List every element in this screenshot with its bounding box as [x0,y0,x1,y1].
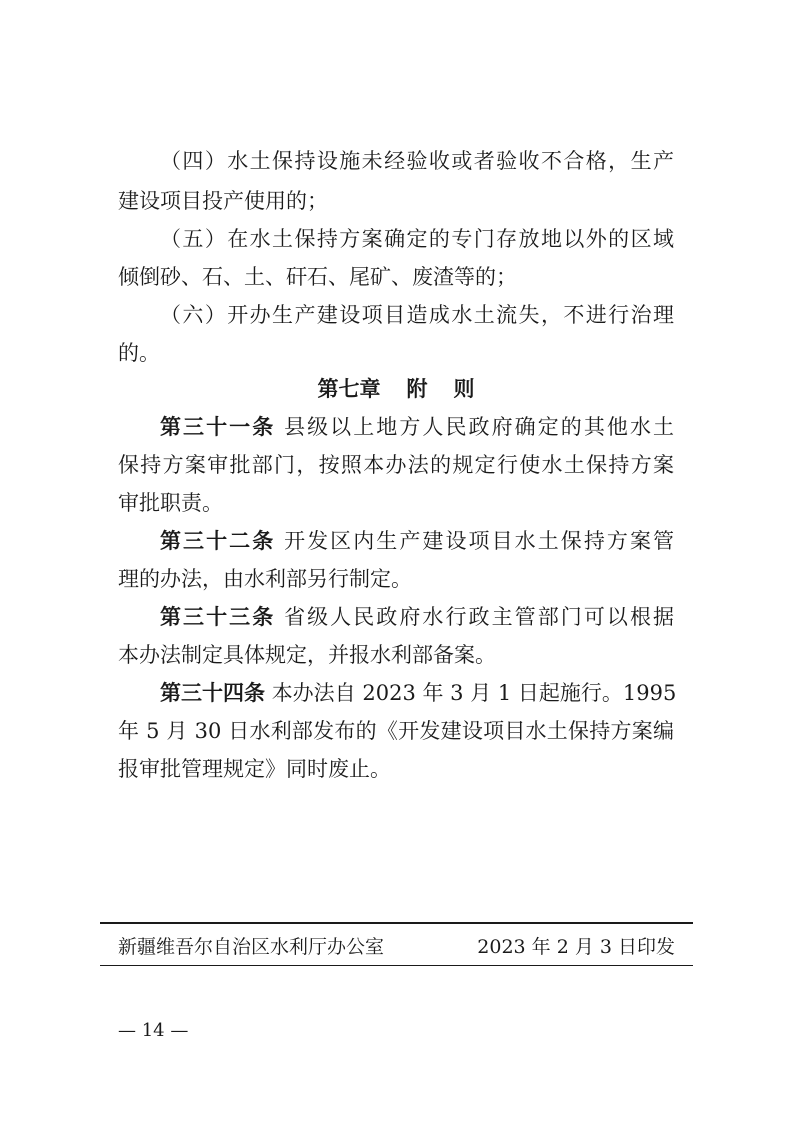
item-4-line-2: 建设项目投产使用的； [118,189,328,213]
article-31-line-3: 审批职责。 [118,491,223,515]
article-33-label: 第三十三条 [160,604,276,629]
item-6-line-2: 的。 [118,341,160,365]
article-31-line-2: 保持方案审批部门，按照本办法的规定行使水土保持方案 [118,453,674,477]
article-34-label: 第三十四条 [160,680,265,705]
article-34-line-2: 年 5 月 30 日水利部发布的《开发建设项目水土保持方案编 [118,719,674,743]
article-33-line-1 [160,602,674,632]
article-31-label: 第三十一条 [160,414,276,439]
footer-date: 2023 年 2 月 3 日印发 [477,936,675,958]
article-32-label: 第三十二条 [160,528,276,553]
chapter-title-char-2: 则 [453,376,475,401]
footer-top-rule [100,922,693,924]
article-31-line-1 [160,412,674,442]
chapter-heading [118,374,674,404]
footer-issuer: 新疆维吾尔自治区水利厅办公室 [118,936,385,958]
article-33-text: 省级人民政府水行政主管部门可以根据 [284,605,675,629]
page-number: — 14 — [118,1020,189,1041]
article-33-line-2: 本办法制定具体规定，并报水利部备案。 [118,643,496,667]
chapter-number: 第七章 [317,376,381,401]
item-5-line-1: （五）在水土保持方案确定的专门存放地以外的区域 [160,227,674,251]
article-32-line-2: 理的办法，由水利部另行制定。 [118,567,412,591]
item-4-line-1: （四）水土保持设施未经验收或者验收不合格，生产 [160,149,674,173]
chapter-title-char-1: 附 [406,376,428,401]
article-32-line-1 [160,526,674,556]
article-32-text: 开发区内生产建设项目水土保持方案管 [284,529,675,553]
footer-bottom-rule [100,965,693,966]
article-34-line-1 [160,678,677,708]
item-6-line-1: （六）开办生产建设项目造成水土流失，不进行治理 [160,303,674,327]
article-34-text: 本办法自 2023 年 3 月 1 日起施行。1995 [271,681,677,705]
item-5-line-2: 倾倒砂、石、土、矸石、尾矿、废渣等的； [118,265,517,289]
article-34-line-3: 报审批管理规定》同时废止。 [118,757,391,781]
article-31-text: 县级以上地方人民政府确定的其他水土 [284,415,675,439]
